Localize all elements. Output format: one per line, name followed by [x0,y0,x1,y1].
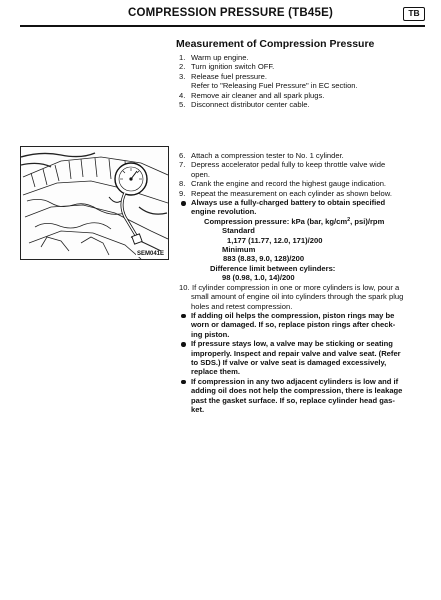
spec-minimum-value: 883 (8.83, 9.0, 128)/200 [223,254,305,264]
step-number: 4. [179,90,186,100]
note-text: ket. [191,404,205,414]
step-number: 6. [179,151,186,160]
note-pressure-low [179,339,435,348]
spec-minimum-label: Minimum [222,245,256,255]
compression-tester-illustration-icon [21,147,169,260]
step-text: Attach a compression tester to No. 1 cylinder. [191,151,344,160]
step-8 [179,179,435,188]
note-text: Always use a fully-charged battery to obtain specified [191,198,386,208]
note-text: adding oil does not help the compression, there is leakage [191,386,403,396]
figure-code: SEM041E [136,251,164,257]
note-text: If compression in any two adjacent cylinders is low and if [191,376,399,386]
step-number: 1. [179,53,186,62]
step-number: 9. [179,188,186,198]
step-text: Release fuel pressure. [191,71,267,81]
step-6 [179,151,435,160]
section-badge: TB [403,7,425,21]
step-number: 2. [179,62,186,72]
note-battery [179,198,435,207]
spec-diff-label: Difference limit between cylinders: [210,263,336,273]
note-oil-helps-cont-1 [179,320,435,329]
step-number: 5. [179,100,186,110]
step-3-reference [179,81,435,90]
bullet-icon [181,342,186,347]
step-text: Depress accelerator pedal fully to keep throttle valve wide [191,160,386,170]
note-adjacent-cylinders-cont-2 [179,396,435,405]
section-title: Measurement of Compression Pressure [176,38,375,50]
step-text: Crank the engine and record the highest gauge indication. [191,179,387,189]
step-9 [179,189,435,198]
steps-list-top [179,53,435,109]
spec-heading-text-end: , psi)/rpm [350,216,385,226]
step-number: 3. [179,71,186,81]
step-4 [179,91,435,100]
step-text: Refer to "Releasing Fuel Pressure" in EC section. [191,81,358,91]
step-number: 10. [179,282,190,292]
note-adjacent-cylinders [179,377,435,386]
note-pressure-low-cont-2 [179,358,435,367]
compression-tester-figure [20,146,169,260]
spec-standard-label: Standard [222,226,255,236]
note-battery-cont [179,207,435,216]
step-text: Turn ignition switch OFF. [191,62,275,72]
step-text: Disconnect distributor center cable. [191,100,310,110]
step-7 [179,160,435,169]
step-number: 7. [179,160,186,170]
note-adjacent-cylinders-cont-1 [179,386,435,395]
step-5 [179,100,435,109]
bullet-icon [181,380,186,385]
step-1 [179,53,435,62]
step-text: Warm up engine. [191,53,249,62]
spec-heading-text: Compression pressure: kPa (bar, kg/cm [204,216,348,226]
bullet-icon [181,201,186,206]
note-text: improperly. Inspect and repair valve and valve seat. (Refer [191,348,401,358]
note-text: to SDS.) If valve or valve seat is damaged excessively, [191,357,387,367]
step-3 [179,72,435,81]
note-text: If adding oil helps the compression, piston rings may be [191,310,395,320]
spec-heading [179,217,435,226]
page-header [20,5,425,27]
note-oil-helps [179,311,435,320]
header-title: COMPRESSION PRESSURE (TB45E) [128,7,333,19]
step-text: Repeat the measurement on each cylinder as shown below. [191,188,392,198]
note-oil-helps-cont-2 [179,330,435,339]
bullet-icon [181,314,186,319]
spec-standard-value: 1,177 (11.77, 12.0, 171)/200 [227,235,323,245]
note-pressure-low-cont-1 [179,349,435,358]
note-text: past the gasket surface. If so, replace cylinder head gas- [191,395,395,405]
spec-diff-value: 98 (0.98, 1.0, 14)/200 [222,273,295,283]
note-text: If pressure stays low, a valve may be sticking or seating [191,339,393,349]
step-text: small amount of engine oil into cylinders through the spark plug [191,292,404,302]
note-text: replace them. [191,367,240,377]
note-text: ing piston. [191,329,230,339]
spec-heading-superscript: 2 [347,216,351,223]
step-text: open. [191,169,211,179]
steps-list-bottom [179,151,435,414]
step-7-cont [179,170,435,179]
note-adjacent-cylinders-cont-3 [179,405,435,414]
step-10-cont-2 [179,302,435,311]
step-text: holes and retest compression. [191,301,293,311]
step-10 [179,283,435,292]
step-text: If cylinder compression in one or more cylinders is low, pour a [192,282,400,292]
step-2 [179,62,435,71]
note-text: worn or damaged. If so, replace piston rings after check- [191,320,396,330]
step-text: Remove air cleaner and all spark plugs. [191,90,325,100]
note-pressure-low-cont-3 [179,367,435,376]
note-text: engine revolution. [191,207,257,217]
step-10-cont-1 [179,292,435,301]
step-number: 8. [179,179,186,189]
